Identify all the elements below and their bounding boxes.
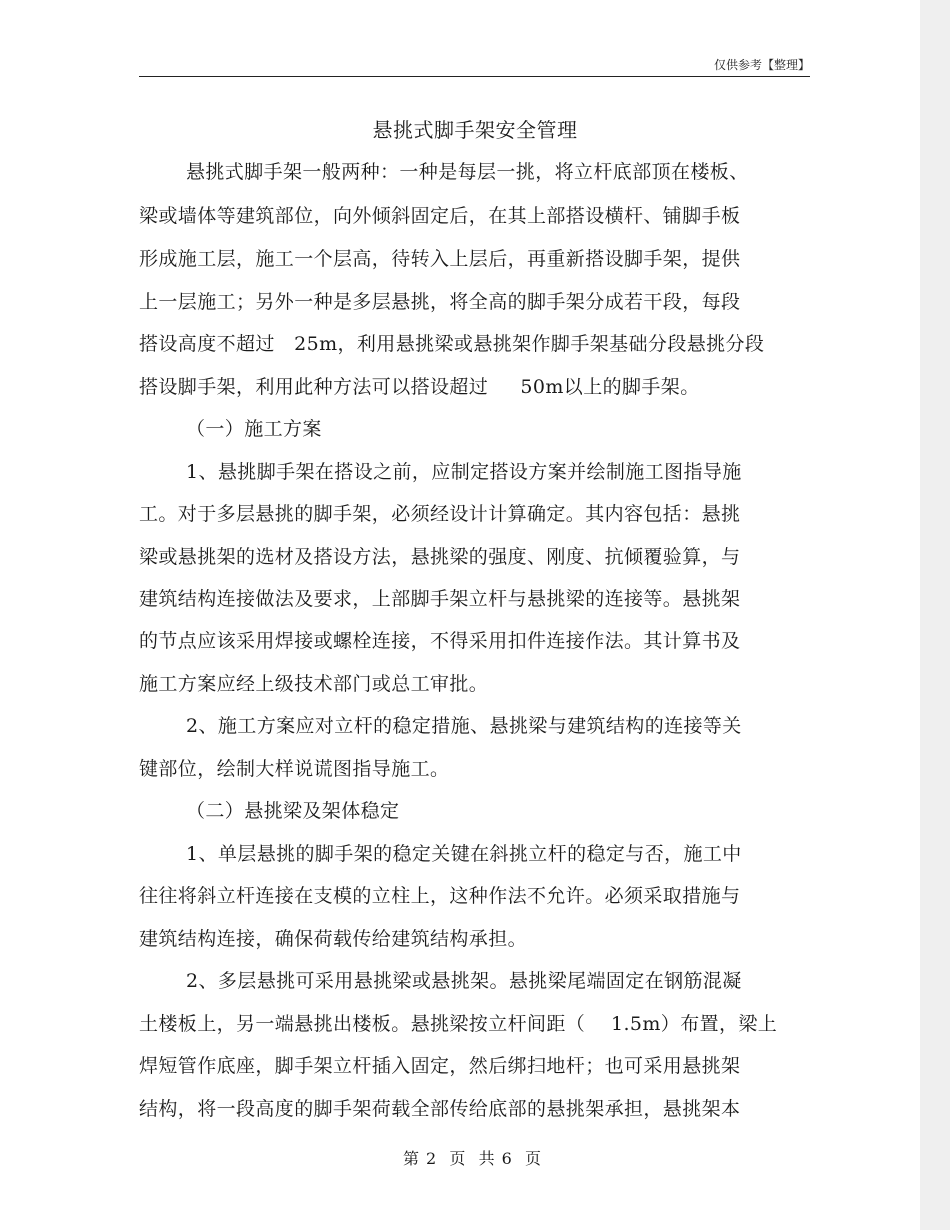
text-line-3: 形成施工层，施工一个层高，待转入上层后，再重新搭设脚手架，提供 [139, 248, 741, 270]
text-line-10: 梁或悬挑架的选材及搭设方法，悬挑梁的强度、刚度、抗倾覆验算，与 [139, 546, 741, 568]
text-line-2: 梁或墙体等建筑部位，向外倾斜固定后，在其上部搭设横杆、铺脚手板 [139, 205, 741, 227]
text-line-14: 2、施工方案应对立杆的稳定措施、悬挑梁与建筑结构的连接等关 [186, 715, 742, 737]
text-line-5: 搭设高度不超过 25m，利用悬挑梁或悬挑架作脚手架基础分段悬挑分段 [139, 333, 765, 355]
page-number: 第 2 页 共 6 页 [402, 1149, 543, 1168]
page-edge [920, 0, 950, 1230]
text-line-17: 1、单层悬挑的脚手架的稳定关键在斜挑立杆的稳定与否，施工中 [186, 843, 742, 865]
text-line-13: 施工方案应经上级技术部门或总工审批。 [139, 673, 489, 695]
section-heading-2: （二）悬挑梁及架体稳定 [186, 800, 400, 822]
section-heading-1: （一）施工方案 [186, 418, 322, 440]
text-line-18: 往往将斜立杆连接在支模的立柱上，这种作法不允许。必须采取措施与 [139, 885, 741, 907]
text-line-15: 键部位，绘制大样说谎图指导施工。 [139, 758, 450, 780]
document-title: 悬挑式脚手架安全管理 [372, 118, 578, 142]
text-line-22: 焊短管作底座，脚手架立杆插入固定，然后绑扫地杆；也可采用悬挑架 [139, 1055, 741, 1077]
text-line-12: 的节点应该采用焊接或螺栓连接，不得采用扣件连接作法。其计算书及 [139, 630, 741, 652]
text-line-1: 悬挑式脚手架一般两种：一种是每层一挑，将立杆底部顶在楼板、 [186, 161, 749, 183]
text-line-6: 搭设脚手架，利用此种方法可以搭设超过 50m以上的脚手架。 [139, 376, 700, 398]
text-line-8: 1、悬挑脚手架在搭设之前，应制定搭设方案并绘制施工图指导施 [186, 461, 742, 483]
header-divider [139, 76, 810, 77]
text-line-21: 土楼板上，另一端悬挑出楼板。悬挑梁按立杆间距（ 1.5m）布置，梁上 [139, 1013, 778, 1035]
text-line-19: 建筑结构连接，确保荷载传给建筑结构承担。 [139, 928, 528, 950]
text-line-20: 2、多层悬挑可采用悬挑梁或悬挑架。悬挑梁尾端固定在钢筋混凝 [186, 970, 742, 992]
text-line-23: 结构，将一段高度的脚手架荷载全部传给底部的悬挑架承担，悬挑架本 [139, 1098, 741, 1120]
header-note: 仅供参考【整理】 [713, 58, 810, 72]
text-line-4: 上一层施工；另外一种是多层悬挑，将全高的脚手架分成若干段，每段 [139, 291, 741, 313]
text-line-11: 建筑结构连接做法及要求，上部脚手架立杆与悬挑梁的连接等。悬挑架 [139, 588, 741, 610]
text-line-9: 工。对于多层悬挑的脚手架，必须经设计计算确定。其内容包括：悬挑 [139, 503, 741, 525]
